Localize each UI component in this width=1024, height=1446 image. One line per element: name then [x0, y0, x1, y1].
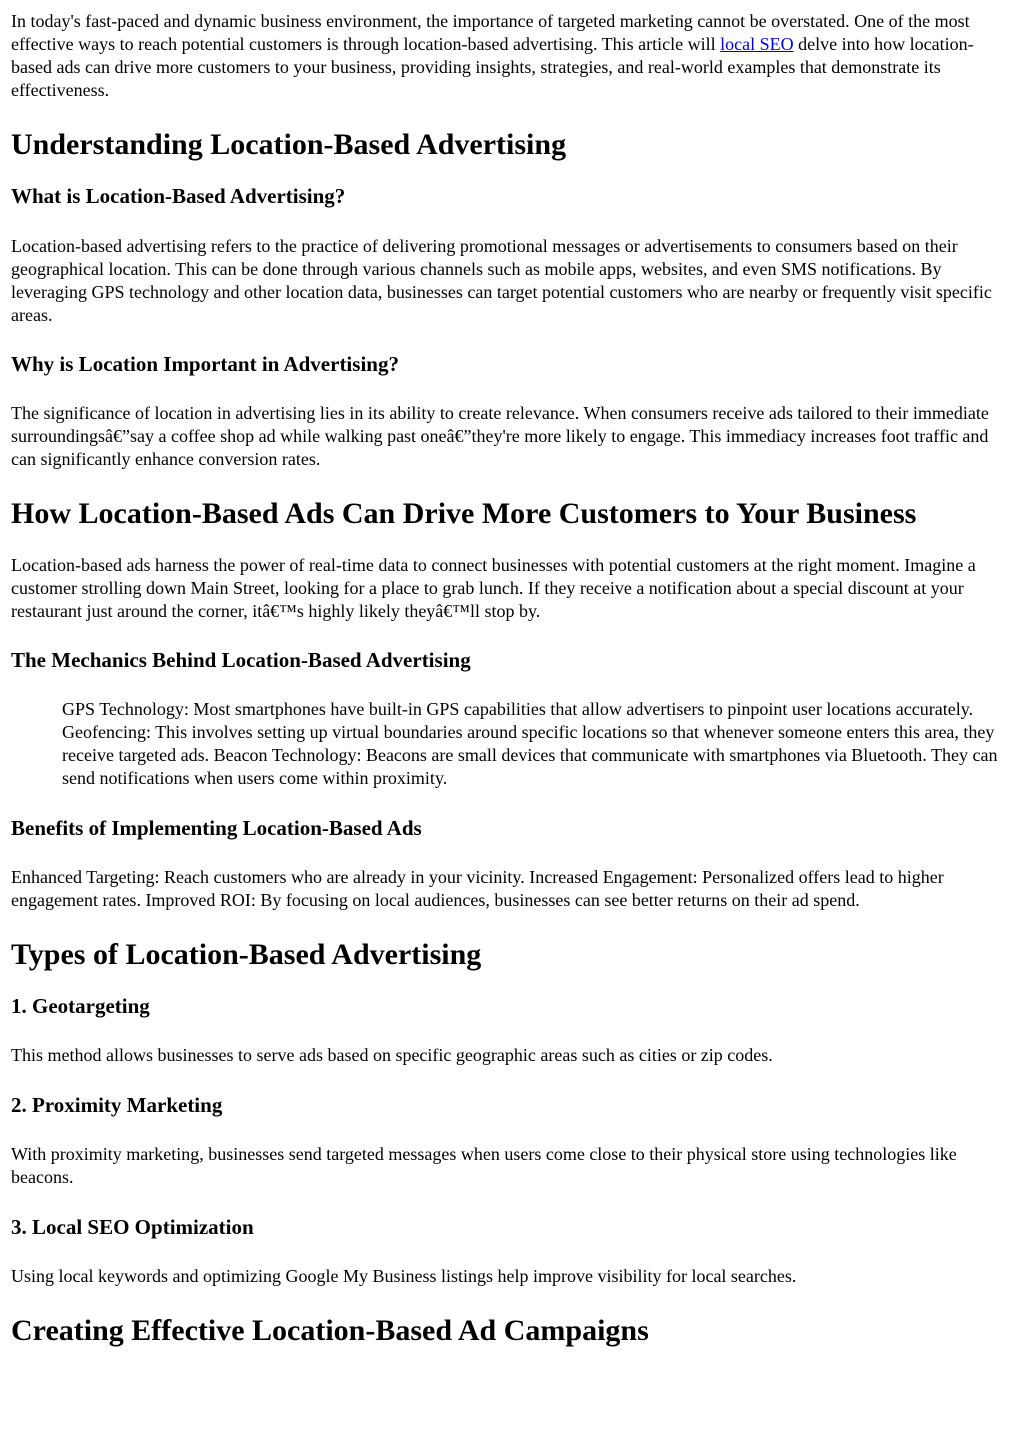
heading-benefits: Benefits of Implementing Location-Based Ads [11, 816, 422, 840]
intro-paragraph [11, 10, 1013, 102]
paragraph-geotargeting: This method allows businesses to serve ads based on specific geographic areas such as cities or zip codes. [11, 1045, 773, 1065]
local-seo-link[interactable]: local SEO [720, 34, 794, 54]
paragraph-local-seo: Using local keywords and optimizing Google My Business listings help improve visibility for local searches. [11, 1266, 797, 1286]
intro-text-end: delve into how location-based ads can drive more customers to your business, providing insights, strategies, and real-world examples that demonstrate its effectiveness. [11, 34, 974, 100]
intro-text-start: In today's fast-paced and dynamic business environment, the importance of targeted marketing cannot be overstated. One of the most effective ways to reach potential customers is through location-based advertising. This article will [11, 11, 970, 54]
paragraph-why-location: The significance of location in advertising lies in its ability to create relevance. When consumers receive ads tailored to their immediate surroundingsâ€”say a coffee shop ad while walking past oneâ€”they're more likely to engage. This immediacy increases foot traffic and can significantly enhance conversion rates. [11, 403, 989, 469]
heading-proximity: 2. Proximity Marketing [11, 1093, 223, 1117]
heading-types: Types of Location-Based Advertising [11, 938, 482, 971]
paragraph-mechanics: GPS Technology: Most smartphones have built-in GPS capabilities that allow advertisers to pinpoint user locations accurately. Geofencing: This involves setting up virtual boundaries around specific locations so that whenever someone enters this area, they receive targeted ads. Beacon Technology: Beacons are small devices that communicate with smartphones via Bluetooth. They can send notifications when users come within proximity. [62, 699, 998, 788]
heading-creating: Creating Effective Location-Based Ad Campaigns [11, 1314, 649, 1347]
paragraph-benefits: Enhanced Targeting: Reach customers who are already in your vicinity. Increased Engagement: Personalized offers lead to higher engagement rates. Improved ROI: By focusing on local audiences, businesses can see better returns on their ad spend. [11, 867, 944, 910]
heading-understanding: Understanding Location-Based Advertising [11, 128, 567, 161]
mechanics-blockquote [62, 698, 1013, 790]
heading-how-drive: How Location-Based Ads Can Drive More Customers to Your Business [11, 497, 917, 530]
paragraph-what-is: Location-based advertising refers to the practice of delivering promotional messages or advertisements to consumers based on their geographical location. This can be done through various channels such as mobile apps, websites, and even SMS notifications. By leveraging GPS technology and other location data, businesses can target potential customers who are nearby or frequently visit specific areas. [11, 236, 992, 325]
heading-local-seo: 3. Local SEO Optimization [11, 1215, 254, 1239]
heading-geotargeting: 1. Geotargeting [11, 994, 150, 1018]
paragraph-how-drive: Location-based ads harness the power of real-time data to connect businesses with potential customers at the right moment. Imagine a customer strolling down Main Street, looking for a place to grab lunch. If they receive a notification about a special discount at your restaurant just around the corner, itâ€™s highly likely theyâ€™ll stop by. [11, 555, 976, 621]
heading-mechanics: The Mechanics Behind Location-Based Advertising [11, 648, 471, 672]
heading-why-location: Why is Location Important in Advertising? [11, 352, 399, 376]
heading-what-is: What is Location-Based Advertising? [11, 184, 346, 208]
paragraph-proximity: With proximity marketing, businesses send targeted messages when users come close to their physical store using technologies like beacons. [11, 1144, 957, 1187]
